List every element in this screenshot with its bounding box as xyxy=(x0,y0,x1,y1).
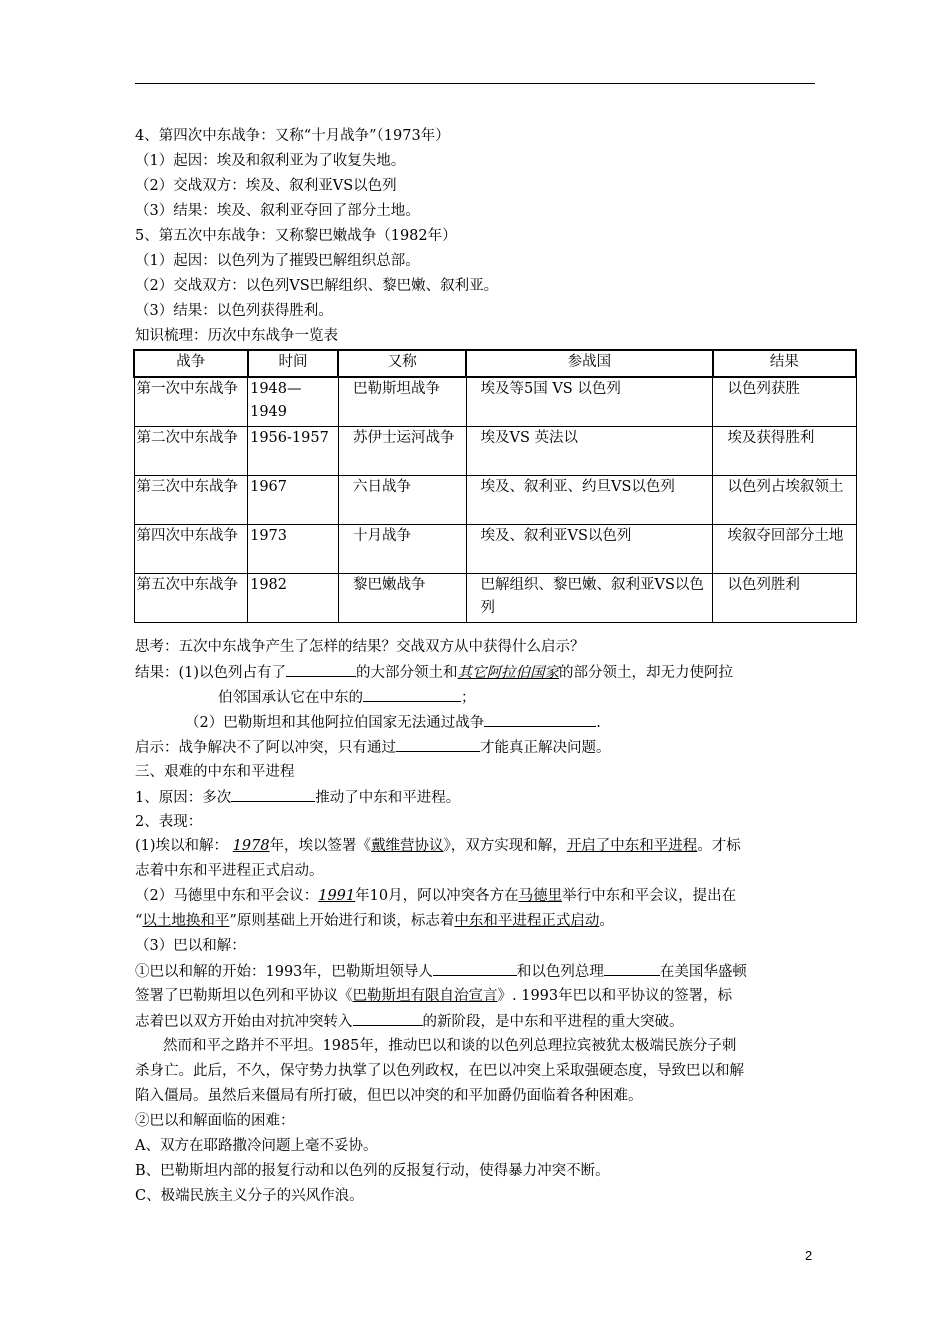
table-cell: 第五次中东战争 xyxy=(134,574,248,623)
table-header-row xyxy=(134,350,856,377)
table-cell: 第四次中东战争 xyxy=(134,525,248,574)
palestine-israel-peace: （3）巴以和解： xyxy=(135,938,246,954)
table-header: 参战国 xyxy=(466,350,713,377)
peace-difficulties: ②巴以和解面临的困难： xyxy=(135,1113,295,1129)
table-row xyxy=(134,574,856,623)
result-2: （2）巴勒斯坦和其他阿拉伯国家无法通过战争 . xyxy=(185,712,601,733)
section-4-result: （3）结果：埃及、叙利亚夺回了部分土地。 xyxy=(135,203,420,219)
table-caption: 知识梳理：历次中东战争一览表 xyxy=(135,328,338,344)
table-header: 结果 xyxy=(713,350,856,377)
table-cell: 第三次中东战争 xyxy=(134,476,248,525)
table-cell: 1973 xyxy=(248,525,339,574)
table-cell: 埃及VS 英法以 xyxy=(466,427,713,476)
table-cell: 巴勒斯坦战争 xyxy=(338,377,466,427)
result-1-cont: 伯邻国承认它在中东的 ； xyxy=(218,687,476,708)
table-row xyxy=(134,476,856,525)
fill-blank[interactable] xyxy=(231,787,315,802)
fill-blank[interactable] xyxy=(484,712,596,727)
table-cell: 埃及获得胜利 xyxy=(713,427,856,476)
table-cell: 埃及等5国 VS 以色列 xyxy=(466,377,713,427)
fill-blank[interactable] xyxy=(433,961,517,976)
difficulty-a: A、双方在耶路撒冷问题上毫不妥协。 xyxy=(135,1138,378,1154)
wars-table xyxy=(133,349,857,623)
section-4-cause: （1）起因：埃及和叙利亚为了收复失地。 xyxy=(135,153,406,169)
table-cell: 巴解组织、黎巴嫩、叙利亚VS以色列 xyxy=(466,574,713,623)
fill-blank[interactable] xyxy=(353,1011,423,1026)
peace-start-cont2: 志着巴以双方开始由对抗冲突转入 的新阶段，是中东和平进程的重大突破。 xyxy=(135,1011,684,1032)
madrid-conference-cont: “以土地换和平”原则基础上开始进行和谈，标志着中东和平进程正式启动。 xyxy=(135,913,614,929)
table-header: 战争 xyxy=(134,350,248,377)
table-row xyxy=(134,377,856,427)
section-5-cause: （1）起因：以色列为了摧毁巴解组织总部。 xyxy=(135,253,420,269)
table-cell: 以色列获胜 xyxy=(713,377,856,427)
paragraph-line: 杀身亡。此后，不久，保守势力执掌了以色列政权，在巴以冲突上采取强硬态度，导致巴以和解 xyxy=(135,1063,744,1079)
table-cell: 埃叙夺回部分土地 xyxy=(713,525,856,574)
header-rule xyxy=(135,83,815,84)
fill-blank[interactable] xyxy=(604,961,660,976)
difficulty-c: C、极端民族主义分子的兴风作浪。 xyxy=(135,1188,364,1204)
table-cell: 六日战争 xyxy=(338,476,466,525)
peace-start-cont: 签署了巴勒斯坦以色列和平协议《巴勒斯坦有限自治宣言》. 1993年巴以和平协议的签署，标 xyxy=(135,988,733,1004)
egypt-israel-peace-cont: 志着中东和平进程正式启动。 xyxy=(135,863,324,879)
paragraph-line: 然而和平之路并不平坦。1985年，推动巴以和谈的以色列总理拉宾被犹太极端民族分子刺 xyxy=(163,1038,737,1054)
difficulty-b: B、巴勒斯坦内部的报复行动和以色列的反报复行动，使得暴力冲突不断。 xyxy=(135,1163,610,1179)
table-cell: 1967 xyxy=(248,476,339,525)
table-header: 时间 xyxy=(248,350,339,377)
table-cell: 埃及、叙利亚、约旦VS以色列 xyxy=(466,476,713,525)
fill-blank[interactable] xyxy=(396,737,480,752)
table-row xyxy=(134,525,856,574)
table-header: 又称 xyxy=(338,350,466,377)
section-5-result: （3）结果：以色列获得胜利。 xyxy=(135,303,333,319)
paragraph-line: 陷入僵局。虽然后来僵局有所打破，但巴以冲突的和平加爵仍面临着各种困难。 xyxy=(135,1088,643,1104)
table-cell: 苏伊士运河战争 xyxy=(338,427,466,476)
section-4-title: 4、第四次中东战争：又称“十月战争”（1973年） xyxy=(135,128,450,144)
table-cell: 以色列占埃叙领土 xyxy=(713,476,856,525)
think-question: 思考：五次中东战争产生了怎样的结果？交战双方从中获得什么启示？ xyxy=(135,639,585,655)
table-cell: 黎巴嫩战争 xyxy=(338,574,466,623)
insight: 启示：战争解决不了阿以冲突，只有通过 才能真正解决问题。 xyxy=(135,737,611,758)
table-row xyxy=(134,427,856,476)
section-3-title: 三、艰难的中东和平进程 xyxy=(135,764,295,780)
table-cell: 1948—1949 xyxy=(248,377,339,427)
table-cell: 以色列胜利 xyxy=(713,574,856,623)
table-cell: 1982 xyxy=(248,574,339,623)
table-cell: 埃及、叙利亚VS以色列 xyxy=(466,525,713,574)
result-1: 结果：(1)以色列占有了 的大部分领土和其它阿拉伯国家的部分领土，却无力使阿拉 xyxy=(135,662,733,683)
fill-blank[interactable] xyxy=(363,687,461,702)
page-number: 2 xyxy=(805,1248,813,1263)
fill-blank[interactable] xyxy=(286,662,356,677)
table-cell: 1956-1957 xyxy=(248,427,339,476)
section-5-title: 5、第五次中东战争：又称黎巴嫩战争（1982年） xyxy=(135,228,457,244)
peace-manifest: 2、表现： xyxy=(135,814,203,830)
peace-reason: 1、原因：多次 推动了中东和平进程。 xyxy=(135,787,460,808)
table-cell: 第一次中东战争 xyxy=(134,377,248,427)
peace-start: ①巴以和解的开始：1993年，巴勒斯坦领导人 和以色列总理 在美国华盛顿 xyxy=(135,961,747,982)
table-cell: 第二次中东战争 xyxy=(134,427,248,476)
madrid-conference: （2）马德里中东和平会议：1991年10月，阿以冲突各方在马德里举行中东和平会议，提出在 xyxy=(135,888,737,904)
table-cell: 十月战争 xyxy=(338,525,466,574)
section-4-sides: （2）交战双方：埃及、叙利亚VS以色列 xyxy=(135,178,397,194)
egypt-israel-peace: (1)埃以和解： 1978年，埃以签署《戴维营协议》，双方实现和解，开启了中东和平进程。才标 xyxy=(135,838,741,854)
section-5-sides: （2）交战双方：以色列VS巴解组织、黎巴嫩、叙利亚。 xyxy=(135,278,499,294)
